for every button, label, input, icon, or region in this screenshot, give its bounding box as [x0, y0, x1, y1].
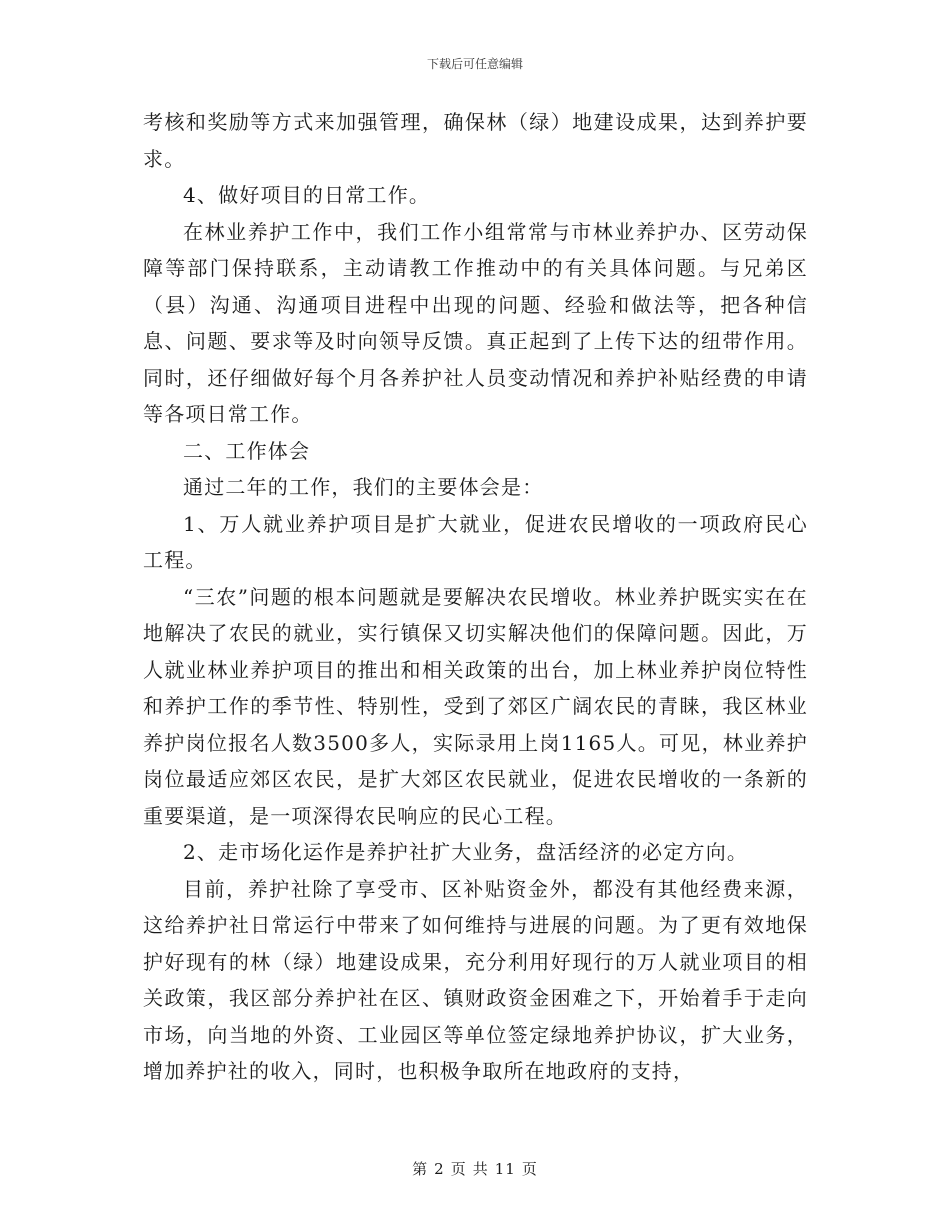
- paragraph-6: 1、万人就业养护项目是扩大就业，促进农民增收的一项政府民心工程。: [143, 511, 808, 572]
- paragraph-3: 在林业养护工作中，我们工作小组常常与市林业养护办、区劳动保障等部门保持联系，主动请教工作推动中的有关具体问题。与兄弟区（县）沟通、沟通项目进程中出现的问题、经验和做法等，把各种信息、问题、要求等及时向领导反馈。真正起到了上传下达的纽带作用。同时，还仔细做好每个月各养护社人员变动情况和养护补贴经费的申请等各项日常工作。: [143, 219, 808, 426]
- document-body: [143, 104, 808, 1090]
- footer-current-page: 2: [434, 1160, 445, 1178]
- paragraph-8: 2、走市场化运作是养护社扩大业务，盘活经济的必定方向。: [183, 840, 749, 864]
- footer-label-gong: 共: [472, 1160, 489, 1178]
- paragraph-7: “三农”问题的根本问题就是要解决农民增收。林业养护既实实在在地解决了农民的就业，实行镇保又切实解决他们的保障问题。因此，万人就业林业养护项目的推出和相关政策的出台，加上林业养护岗位特性和养护工作的季节性、特别性，受到了郊区广阔农民的青睐，我区林业养护岗位报名人数3500多人，实际录用上岗1165人。可见，林业养护岗位最适应郊区农民，是扩大郊区农民就业，促进农民增收的一条新的重要渠道，是一项深得农民响应的民心工程。: [143, 584, 808, 828]
- section-heading: 二、工作体会: [183, 438, 311, 463]
- footer-total-pages: 11: [494, 1160, 516, 1178]
- footer-label-ye: 页: [450, 1160, 467, 1178]
- paragraph-5: 通过二年的工作，我们的主要体会是：: [183, 475, 544, 499]
- footer-label-ye2: 页: [521, 1160, 538, 1178]
- page-header: 下载后可任意编辑: [426, 57, 523, 71]
- page-footer: [0, 1158, 950, 1179]
- paragraph-9: 目前，养护社除了享受市、区补贴资金外，都没有其他经费来源，这给养护社日常运行中带来了如何维持与进展的问题。为了更有效地保护好现有的林（绿）地建设成果，充分利用好现行的万人就业项目的相关政策，我区部分养护社在区、镇财政资金困难之下，开始着手于走向市场，向当地的外资、工业园区等单位签定绿地养护协议，扩大业务，增加养护社的收入，同时，也积极争取所在地政府的支持，: [143, 876, 808, 1083]
- paragraph-2: 4、做好项目的日常工作。: [183, 183, 431, 207]
- footer-label-di: 第: [412, 1160, 429, 1178]
- paragraph-1: 考核和奖励等方式来加强管理，确保林（绿）地建设成果，达到养护要求。: [143, 110, 808, 171]
